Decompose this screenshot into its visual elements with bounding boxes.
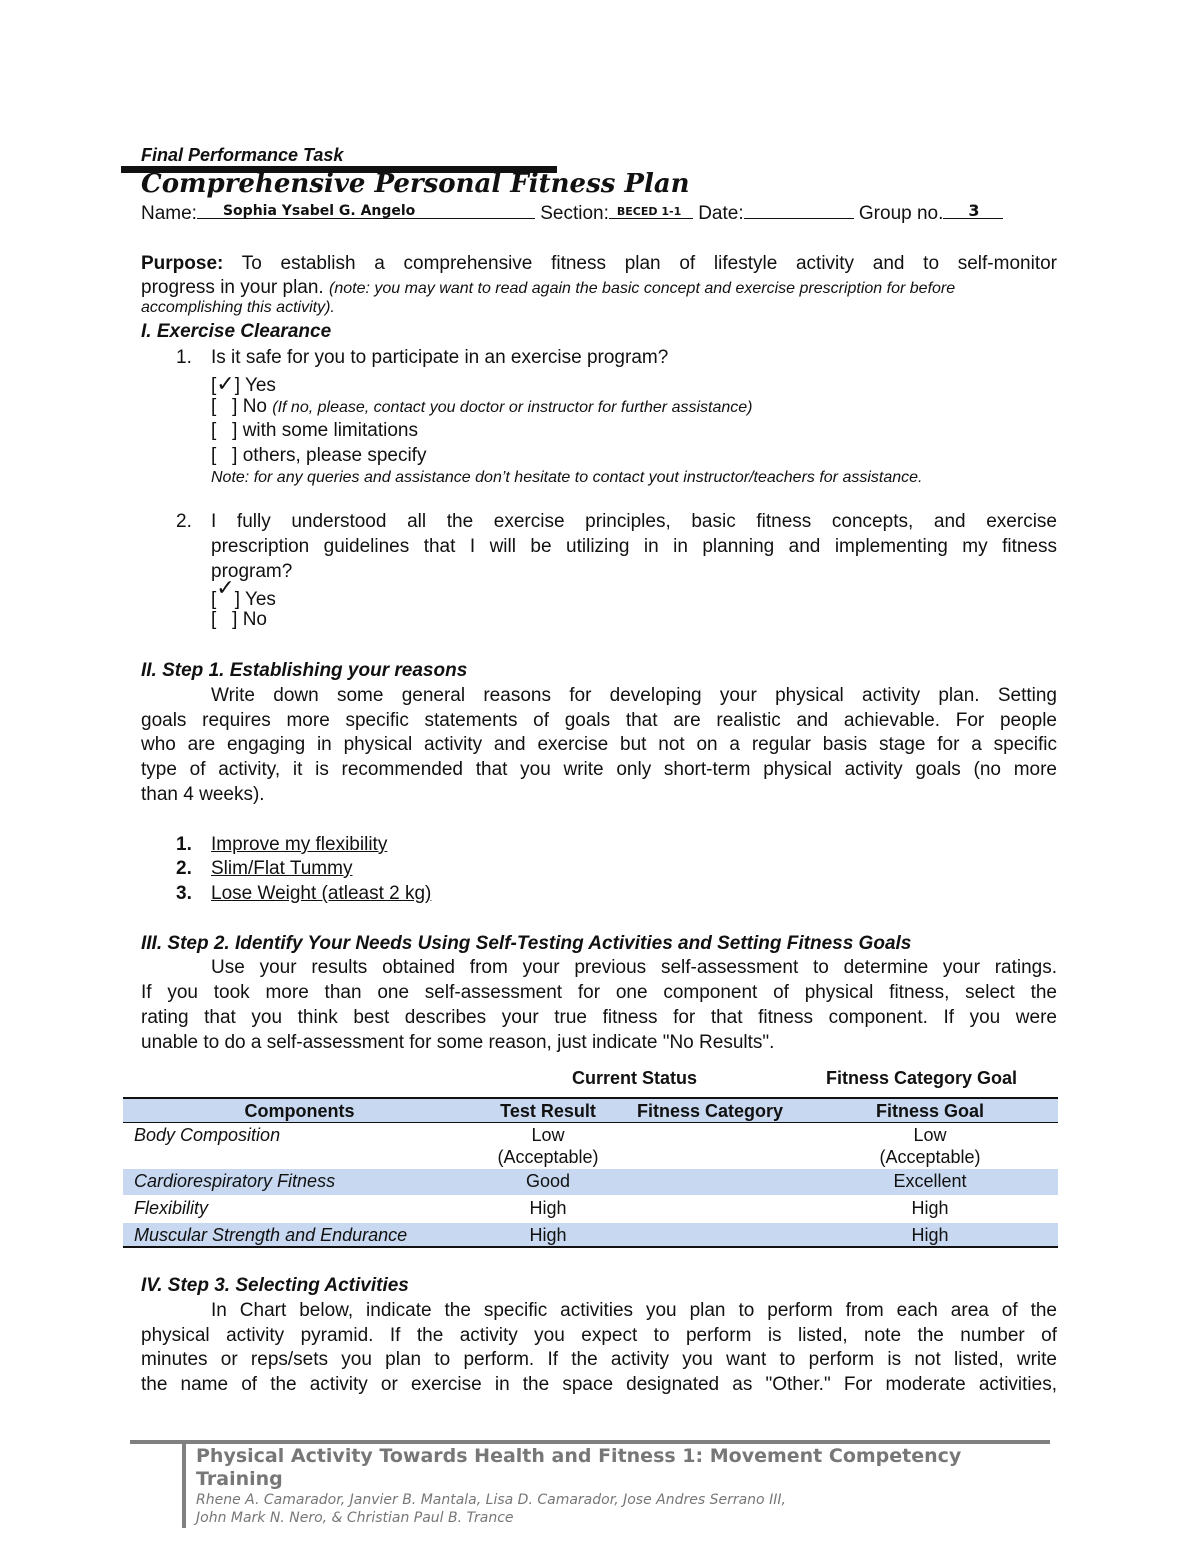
group-value: 3 bbox=[968, 201, 980, 220]
column-header-fitness-goal: Fitness Goal bbox=[875, 1101, 985, 1121]
goal-2: Slim/Flat Tummy bbox=[211, 858, 353, 879]
section-3-line-3: rating that you think best describes your true fitness for that fitness component. If you were bbox=[141, 1007, 1057, 1028]
purpose-note-line-2: accomplishing this activity). bbox=[141, 299, 335, 316]
section-2-line-1: Write down some general reasons for developing your physical activity plan. Setting bbox=[211, 685, 1057, 706]
q2-line-3: program? bbox=[211, 561, 293, 582]
section-2-heading: II. Step 1. Establishing your reasons bbox=[141, 660, 468, 681]
page-title: Comprehensive Personal Fitness Plan bbox=[141, 169, 690, 199]
q1-note: Note: for any queries and assistance don’t hesitate to contact yout instructor/teachers for assistance. bbox=[211, 469, 923, 486]
section-2-line-3: who are engaging in physical activity and exercise but not on a regular basis stage for a specific bbox=[141, 734, 1057, 755]
q2-option-no[interactable]: [ ] No bbox=[211, 609, 267, 630]
q2-option-yes[interactable]: [✓] Yes bbox=[211, 575, 276, 610]
footer-authors-line-2: John Mark N. Nero, & Christian Paul B. Trance bbox=[196, 1510, 514, 1526]
purpose-line-2: progress in your plan. (note: you may want to read again the basic concept and exercise prescription for before bbox=[141, 277, 956, 298]
goal-1: Improve my flexibility bbox=[211, 834, 388, 855]
section-4-line-3: minutes or reps/sets you plan to perform. If the activity you want to perform is not listed, write bbox=[141, 1349, 1057, 1370]
goal-3: Lose Weight (atleast 2 kg) bbox=[211, 883, 432, 904]
section-3-heading: III. Step 2. Identify Your Needs Using Self-Testing Activities and Setting Fitness Goals bbox=[141, 933, 912, 954]
q2-number: 2. bbox=[176, 511, 192, 532]
check-mark-icon: ✓ bbox=[216, 371, 235, 396]
date-field[interactable] bbox=[744, 201, 854, 219]
column-header-test-result: Test Result bbox=[500, 1101, 596, 1121]
column-header-components: Components bbox=[244, 1101, 355, 1121]
purpose-label: Purpose: bbox=[141, 253, 224, 274]
section-3-line-1: Use your results obtained from your previous self-assessment to determine your ratings. bbox=[211, 957, 1057, 978]
table-header-rule bbox=[123, 1122, 1058, 1123]
check-mark-icon: ✓ bbox=[216, 575, 235, 600]
section-4-line-2: physical activity pyramid. If the activity you expect to perform is listed, note the number of bbox=[141, 1325, 1057, 1346]
section-2-line-4: type of activity, it is recommended that you write only short-term physical activity goals (no more bbox=[141, 759, 1057, 780]
group-header-current: Current Status bbox=[572, 1068, 698, 1088]
goal-number-2: 2. bbox=[176, 858, 192, 879]
section-4-line-4: the name of the activity or exercise in the space designated as "Other." For moderate activities, bbox=[141, 1374, 1057, 1395]
q1-text: Is it safe for you to participate in an exercise program? bbox=[211, 347, 669, 368]
name-label: Name: bbox=[141, 203, 197, 224]
table-bottom-rule bbox=[123, 1246, 1058, 1248]
goal-number-1: 1. bbox=[176, 834, 192, 855]
q2-line-2: prescription guidelines that I will be utilizing in in planning and implementing my fitness bbox=[211, 536, 1057, 557]
section-field[interactable] bbox=[609, 201, 693, 219]
q1-number: 1. bbox=[176, 347, 192, 368]
q1-option-yes[interactable]: [✓] Yes bbox=[211, 371, 276, 396]
footer-side-bar bbox=[182, 1444, 186, 1528]
name-value: Sophia Ysabel G. Angelo bbox=[222, 203, 416, 219]
section-2-line-2: goals requires more specific statements of goals that are realistic and achievable. For people bbox=[141, 710, 1057, 731]
goal-number-3: 3. bbox=[176, 883, 192, 904]
section-label: Section: bbox=[540, 203, 609, 224]
footer-authors-line-1: Rhene A. Camarador, Janvier B. Mantala, Lisa D. Camarador, Jose Andres Serrano III, bbox=[196, 1492, 786, 1508]
section-4-heading: IV. Step 3. Selecting Activities bbox=[141, 1275, 409, 1296]
q1-option-others[interactable]: [ ] others, please specify bbox=[211, 445, 427, 466]
q1-option-no[interactable]: [ ] No (If no, please, contact you doctor or instructor for further assistance) bbox=[211, 396, 753, 417]
task-label: Final Performance Task bbox=[141, 145, 344, 165]
section-value: BECED 1-1 bbox=[616, 205, 682, 218]
name-field[interactable] bbox=[197, 201, 535, 219]
section-3-line-4: unable to do a self-assessment for some reason, just indicate "No Results". bbox=[141, 1032, 775, 1053]
footer-rule bbox=[130, 1440, 1050, 1444]
section-2-line-5: than 4 weeks). bbox=[141, 784, 265, 805]
q2-line-1: I fully understood all the exercise principles, basic fitness concepts, and exercise bbox=[211, 511, 1057, 532]
section-3-line-2: If you took more than one self-assessment for one component of physical fitness, select the bbox=[141, 982, 1057, 1003]
purpose-line-1: Purpose: To establish a comprehensive fitness plan of lifestyle activity and to self-monitor bbox=[141, 253, 1057, 274]
q1-option-limitations[interactable]: [ ] with some limitations bbox=[211, 420, 418, 441]
footer-title-line-1: Physical Activity Towards Health and Fitness 1: Movement Competency bbox=[196, 1445, 962, 1467]
footer-title-line-2: Training bbox=[196, 1468, 283, 1490]
section-4-line-1: In Chart below, indicate the specific activities you plan to perform from each area of the bbox=[211, 1300, 1057, 1321]
section-1-heading: I. Exercise Clearance bbox=[141, 321, 332, 342]
column-header-fitness-category: Fitness Category bbox=[636, 1101, 784, 1121]
date-label: Date: bbox=[698, 203, 744, 224]
group-field[interactable] bbox=[943, 201, 1003, 219]
group-header-goal: Fitness Category Goal bbox=[826, 1068, 1018, 1088]
group-label: Group no. bbox=[858, 203, 944, 224]
name-line bbox=[141, 201, 1003, 225]
